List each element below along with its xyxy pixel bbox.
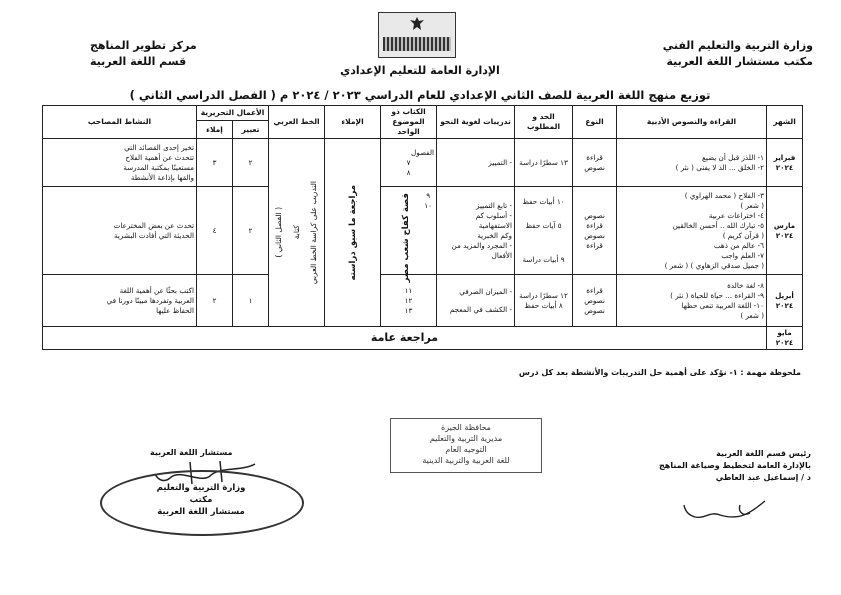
activity-cell: اكتب بحثًا عن أهمية اللغة العربية وتفردها مبينًا دورنا في الحفاظ عليها	[43, 275, 197, 327]
book-cell: الفصول ٧ ٨	[381, 139, 437, 187]
col-written-work: الأعمال التحريرية	[197, 106, 269, 121]
curriculum-table	[42, 105, 803, 350]
grammar-cell: - الميزان الصرفي - الكشف في المعجم	[437, 275, 515, 327]
signature-scribble	[680, 493, 770, 525]
oval-stamp-text: وزارة التربية والتعليم مكتب مستشار اللغة العربية	[156, 483, 246, 517]
dictation-span-cell: مراجعة ما سبق دراسته	[325, 139, 381, 327]
book-cell: ١١ ١٢ ١٣	[381, 275, 437, 327]
col-calligraphy: الخط العربي	[269, 106, 325, 139]
general-review-cell: مراجعة عامة	[43, 327, 767, 350]
header-ministry	[663, 38, 813, 70]
expression-count-cell: ٢	[233, 139, 269, 187]
month-cell: مايو ٢٠٢٤	[767, 327, 803, 350]
col-grammar: تدريبات لغوية النحو	[437, 106, 515, 139]
month-cell: أبريل ٢٠٢٤	[767, 275, 803, 327]
type-cell: نصوص قراءة نصوص قراءة	[573, 187, 617, 275]
month-cell: مارس ٢٠٢٤	[767, 187, 803, 275]
col-dictation: الإملاء	[325, 106, 381, 139]
reading-cell: ١- اللذز قبل أن يضيع ٢- الخلق ... الذ لا يفنى ( نثر )	[617, 139, 767, 187]
table-row	[43, 139, 803, 187]
signature-block-left: مستشار اللغة العربية	[150, 448, 233, 457]
table-header-row	[43, 106, 803, 121]
type-cell: قراءة نصوص نصوص	[573, 275, 617, 327]
book-cell: ٩ ١٠ قصة كفاح شعب مصر	[381, 187, 437, 275]
col-month: الشهر	[767, 106, 803, 139]
dictation-count-cell: ٣	[197, 139, 233, 187]
dictation-count-cell: ٤	[197, 187, 233, 275]
limit-cell: ١٠ أبيات حفظ ٥ آيات حفظ ٩ أبيات دراسة	[515, 187, 573, 275]
month-cell: فبراير ٢٠٢٤	[767, 139, 803, 187]
type-cell: قراءة نصوص	[573, 139, 617, 187]
table-row	[43, 187, 803, 275]
ministry-name: وزارة التربية والتعليم الفني	[662, 39, 813, 52]
activity-cell: تحدث عن بعض المخترعات الحديثة التي أفادت البشرية	[43, 187, 197, 275]
eagle-icon	[409, 16, 425, 32]
calligraphy-span-cell: التدريب على كراسة الخط العربي كتابة ( الفصل الثاني )	[269, 139, 325, 327]
grammar-cell: - تابع التمييز - أسلوب كم الاستفهامية وكم الخبرية - المجرد والمزيد من الأفعال	[437, 187, 515, 275]
col-activity: النشاط المصاحب	[43, 106, 197, 139]
emblem-text-strip	[383, 37, 451, 51]
header-curriculum	[90, 38, 197, 70]
directorate-title: الإدارة العامة للتعليم الإعدادي	[340, 64, 500, 77]
table-row	[43, 275, 803, 327]
office-name: مكتب مستشار اللغة العربية	[666, 55, 813, 68]
dictation-count-cell: ٢	[197, 275, 233, 327]
limit-cell: ١٢ سطرًا دراسة ٨ أبيات حفظ	[515, 275, 573, 327]
grammar-cell: - التمييز	[437, 139, 515, 187]
col-limit: الحد و المطلوب	[515, 106, 573, 139]
curriculum-center: مركز تطوير المناهج	[90, 39, 197, 52]
arabic-department: قسم اللغة العربية	[90, 55, 187, 68]
expression-count-cell: ٢	[233, 187, 269, 275]
important-note: ملحوظة مهمة : ١- نؤكد على أهمية حل التدريبات والأنشطة بعد كل درس	[518, 368, 801, 377]
reading-cell: ٨- لغة خالدة ٩- القراءة ... حياة للحياة ( نثر ) ١٠- اللغة العربية تنعى حظها ( شعر )	[617, 275, 767, 327]
activity-cell: تخير إحدى القصائد التي تتحدث عن أهمية الفلاح مستعينًا بمكتبة المدرسة والقها بإذاعة الأنشطة	[43, 139, 197, 187]
table-row-may	[43, 327, 803, 350]
col-reading: القراءة والنصوص الأدبية	[617, 106, 767, 139]
col-book: الكتاب ذو الموضوع الواحد	[381, 106, 437, 139]
expression-count-cell: ١	[233, 275, 269, 327]
ministry-emblem	[378, 12, 456, 58]
col-dictation-count: إملاء	[197, 121, 233, 139]
limit-cell: ١٣ سطرًا دراسة	[515, 139, 573, 187]
page-title: توزيع منهج اللغة العربية للصف الثاني الإعدادي للعام الدراسي ٢٠٢٣ / ٢٠٢٤ م ( الفصل الدراسي الثاني )	[129, 88, 711, 102]
signature-block-right: رئيس قسم اللغة العربية بالإدارة العامة لتخطيط وصياغة المناهج د / إسماعيل عبد العاطي	[659, 449, 811, 482]
reading-cell: ٣- الفلاح ( محمد الهراوي ) ( شعر ) ٤- اختراعات عربية ٥- تبارك الله .. أحسن الخالقين ( قرآن كريم ) ٦- عالم من ذهب ٧- العلم واجب ( جميل صدقي الزهاوي ) ( شعر )	[617, 187, 767, 275]
col-expression: تعبير	[233, 121, 269, 139]
directorate-stamp: محافظة الجيزة مديرية التربية والتعليم التوجيه العام للغة العربية والتربية الدينية	[390, 418, 542, 473]
col-type: النوع	[573, 106, 617, 139]
